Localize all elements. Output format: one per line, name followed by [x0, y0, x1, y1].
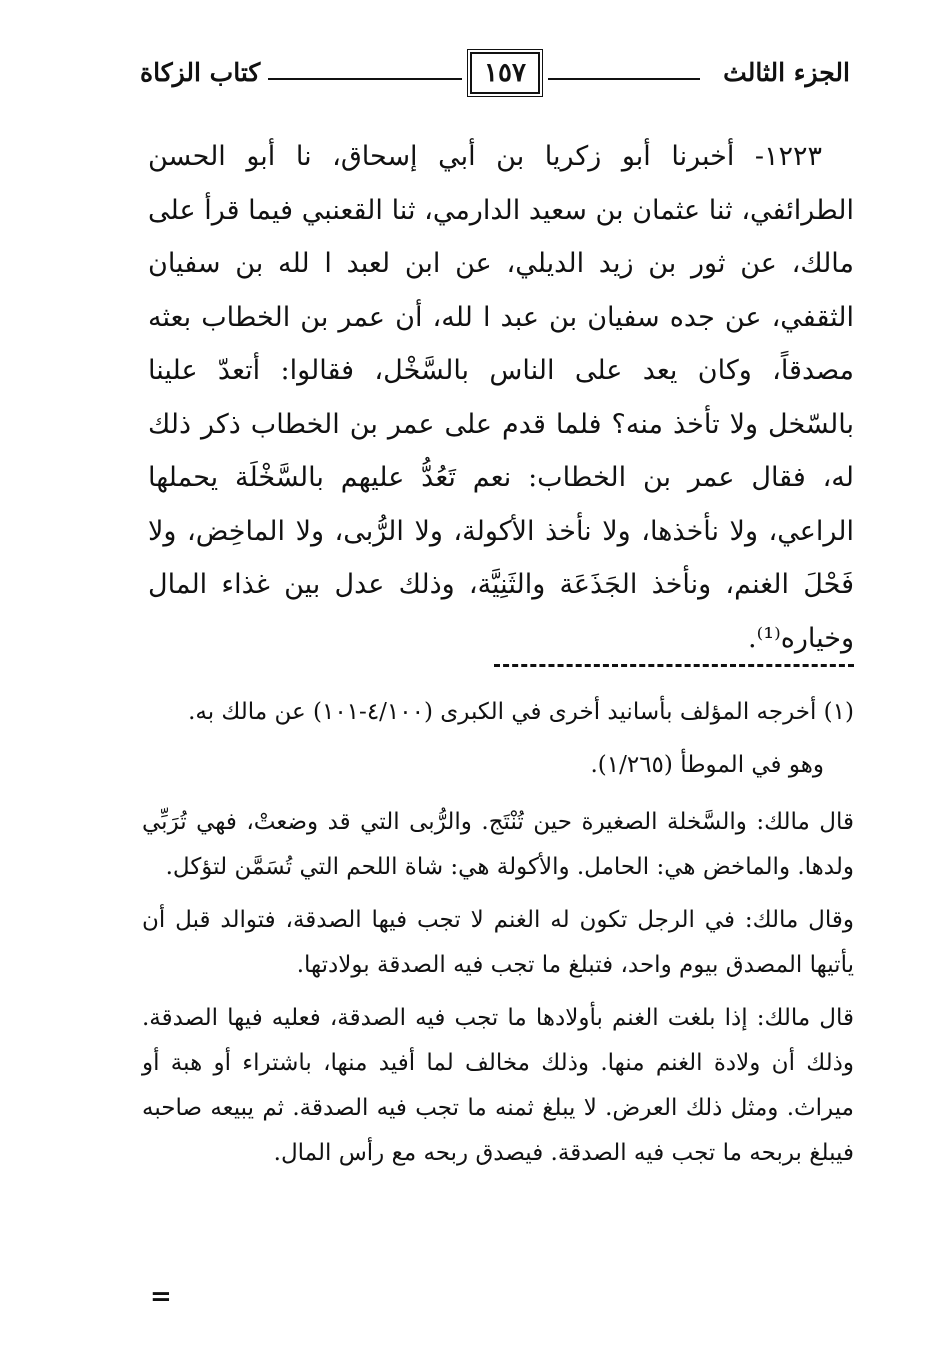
header-rule-left — [268, 78, 462, 80]
footnote-malik-ruling-1: وقال مالك: في الرجل تكون له الغنم لا تجب فيها الصدقة، فتوالد قبل أن يأتيها المصدق بيوم واحد، فتبلغ ما تجب فيه الصدقة بولادتها. — [142, 907, 854, 978]
footnote-reference: (١) أخرجه المؤلف بأسانيد أخرى في الكبرى (٤/١٠٠-١٠١) عن مالك به. — [188, 699, 854, 725]
footnote-malik-ruling-2: قال مالك: إذا بلغت الغنم بأولادها ما تجب فيه الصدقة، فعليه فيها الصدقة. وذلك أن ولادة الغنم منها. وذلك مخالف لما أفيد منها، باشتراء أو هبة أو ميراث. ومثل ذلك العرض. لا يبلغ ثمنه ما تجب فيه الصدقة. ثم يبيعه صاحبه فيبلغ بربحه ما تجب فيه الصدقة. فيصدق ربحه مع رأس المال. — [142, 1005, 854, 1166]
page-number: ١٥٧ — [470, 52, 540, 94]
continuation-mark: = — [150, 1282, 172, 1312]
main-text — [148, 130, 854, 665]
page-header — [140, 52, 850, 98]
book-title: كتاب الزكاة — [140, 58, 261, 87]
footnote-separator — [494, 664, 854, 667]
volume-part-label: الجزء الثالث — [723, 58, 850, 87]
hadith-paragraph: ١٢٢٣- أخبرنا أبو زكريا بن أبي إسحاق، نا أبو الحسن الطرائفي، ثنا عثمان بن سعيد الدارمي، ثنا القعنبي فيما قرأ على مالك، عن ثور بن زيد الديلي، عن ابن لعبد ا لله بن سفيان الثقفي، عن جده سفيان بن عبد ا لله، أن عمر بن الخطاب بعثه مصدقاً، وكان يعد على الناس بالسَّخْل، فقالوا: أتعدّ علينا بالسّخل ولا تأخذ منه؟ فلما قدم على عمر بن الخطاب ذكر ذلك له، فقال عمر بن الخطاب: نعم تَعُدُّ عليهم بالسَّخْلَة يحملها الراعي، ولا نأخذها، ولا نأخذ الأكولة، ولا الرُّبى، ولا الماخِض، ولا فَحْلَ الغنم، ونأخذ الجَذَعَة والثَنِيَّة، وذلك عدل بين غذاء المال وخياره⁽¹⁾. — [148, 141, 854, 654]
footnotes — [142, 690, 854, 1184]
footnote-muwatta: وهو في الموطأ (١/٢٦٥). — [590, 752, 824, 778]
footnote-malik-definitions: قال مالك: والسَّخلة الصغيرة حين تُنْتَج. والرُّبى التي قد وضعتْ، فهي تُرَبِّي ولدها. والماخض هي: الحامل. والأكولة هي: شاة اللحم التي تُسَمَّن لتؤكل. — [142, 809, 854, 880]
header-rule-right — [548, 78, 700, 80]
